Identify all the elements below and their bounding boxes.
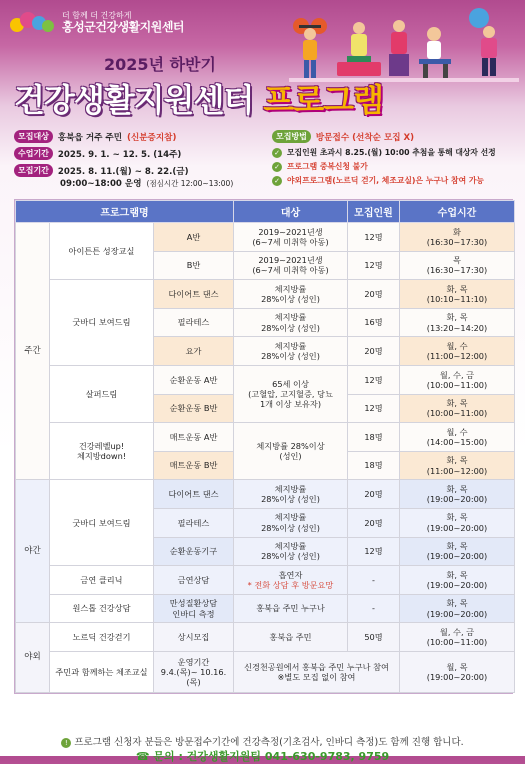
target-label: 모집대상 [14, 130, 53, 143]
row-class: 매트운동 B반 [154, 451, 234, 480]
row-group: 금연 클리닉 [50, 566, 154, 595]
row-count: - [348, 566, 400, 595]
checkmark-icon: ✓ [272, 162, 282, 172]
period-text: 2025. 9. 1. ~ 12. 5. (14주) [57, 149, 182, 160]
row-count: 12명 [348, 251, 400, 280]
row-count: 12명 [348, 365, 400, 394]
row-time: 화, 목 (19:00~20:00) [400, 508, 515, 537]
row-time: 화 (16:30~17:30) [400, 223, 515, 252]
poster-header [0, 0, 525, 150]
row-time: 월, 수 (11:00~12:00) [400, 337, 515, 366]
row-target: 2019~2021년생 (6~7세 미취학 아동) [234, 251, 348, 280]
title-main: 건강생활지원센터 [14, 81, 254, 119]
row-target-note: * 전화 상담 후 방문요망 [247, 579, 334, 590]
section-day: 주간 [16, 223, 50, 480]
period-label: 수업기간 [14, 147, 53, 160]
row-time: 화, 목 (19:00~20:00) [400, 480, 515, 509]
row-target: 65세 이상 (고혈압, 고지혈증, 당뇨 1개 이상 보유자) [234, 365, 348, 422]
method-row [272, 130, 414, 143]
recruit-label: 모집기간 [14, 164, 53, 177]
recruit-row [14, 164, 189, 177]
row-target: 체지방률 28%이상 (성인) [234, 337, 348, 366]
note-row-2 [272, 161, 368, 172]
note-3: 야외프로그램(노르딕 걷기, 체조교실)은 누구나 참여 가능 [287, 176, 484, 185]
row-group: 굿바디 보여드림 [50, 480, 154, 566]
footer-note [0, 734, 525, 748]
row-class: 상시모집 [154, 623, 234, 652]
row-target: 체지방률 28%이상 (성인) [234, 280, 348, 309]
row-class: 만성질환상담 인바디 측정 [154, 594, 234, 623]
row-class: 다이어트 댄스 [154, 480, 234, 509]
row-class: 순환운동기구 [154, 537, 234, 566]
logo-name: 홍성군건강생활지원센터 [62, 19, 185, 34]
logo-mark-icon [10, 8, 58, 38]
row-target: 체지방률 28%이상 (성인) [234, 308, 348, 337]
year-subtitle: 2025년 하반기 [104, 55, 216, 74]
note-row-1 [272, 147, 496, 158]
center-logo [10, 8, 184, 38]
row-count: 20명 [348, 508, 400, 537]
row-target: 체지방률 28%이상 (성인) [234, 480, 348, 509]
table-row [16, 223, 515, 252]
row-count: 16명 [348, 308, 400, 337]
period-row [14, 147, 181, 160]
row-target-cell [234, 566, 348, 595]
logo-slogan: 더 함께 더 건강하게 [62, 11, 132, 20]
row-class: 요가 [154, 337, 234, 366]
row-time: 월, 수 (14:00~15:00) [400, 423, 515, 452]
table-row [16, 480, 515, 509]
row-group: 살퍼드림 [50, 365, 154, 422]
table-row [16, 623, 515, 652]
table-row [16, 365, 515, 394]
row-group: 굿바디 보여드림 [50, 280, 154, 366]
note-1: 모집인원 초과시 8.25.(월) 10:00 추첨을 통해 대상자 선정 [287, 148, 496, 157]
row-group: 건강레벨up! 체지방down! [50, 423, 154, 480]
info-icon: ! [61, 738, 71, 748]
checkmark-icon: ✓ [272, 148, 282, 158]
table-row [16, 651, 515, 692]
row-target: 흡연자 [278, 569, 303, 580]
row-target: 체지방률 28%이상 (성인) [234, 508, 348, 537]
row-count: 20명 [348, 280, 400, 309]
page-title [14, 74, 514, 122]
row-group: 원스톱 건강상담 [50, 594, 154, 623]
row-count: 20명 [348, 337, 400, 366]
recruit-hours: 09:00~18:00 운영 [60, 179, 142, 189]
table-row [16, 566, 515, 595]
row-time: 화, 목 (19:00~20:00) [400, 566, 515, 595]
row-time: 화, 목 (10:10~11:10) [400, 280, 515, 309]
note-row-3 [272, 175, 484, 186]
row-time: 목 (16:30~17:30) [400, 251, 515, 280]
row-count: 12명 [348, 223, 400, 252]
section-night: 야간 [16, 480, 50, 623]
table-row [16, 280, 515, 309]
row-target: 홍북읍 주민 [234, 623, 348, 652]
row-target: 체지방률 28%이상 (성인) [234, 537, 348, 566]
row-group: 아이튼튼 성장교실 [50, 223, 154, 280]
row-class: 금연상담 [154, 566, 234, 595]
row-target: 체지방률 28%이상 (성인) [234, 423, 348, 480]
footer-note-text: 프로그램 신청자 분들은 방문접수기간에 건강측정(기초검사, 인바디 측정)도 함께 진행 합니다. [74, 737, 464, 748]
header-time: 수업시간 [400, 201, 515, 223]
row-group: 주민과 함께하는 체조교실 [50, 651, 154, 692]
row-class: 다이어트 댄스 [154, 280, 234, 309]
row-class: 매트운동 A반 [154, 423, 234, 452]
row-count: 18명 [348, 451, 400, 480]
row-class: B반 [154, 251, 234, 280]
row-time: 화, 목 (19:00~20:00) [400, 537, 515, 566]
row-target: 신경천공원에서 홍북읍 주민 누구나 참여 ※별도 모집 없이 참여 [234, 651, 400, 692]
header-program: 프로그램명 [16, 201, 234, 223]
section-outdoor: 야외 [16, 623, 50, 693]
row-class: 순환운동 A반 [154, 365, 234, 394]
row-time: 월, 수, 금 (10:00~11:00) [400, 623, 515, 652]
row-time: 화, 목 (10:00~11:00) [400, 394, 515, 423]
checkmark-icon: ✓ [272, 176, 282, 186]
row-class: 순환운동 B반 [154, 394, 234, 423]
header-count: 모집인원 [348, 201, 400, 223]
row-time: 화, 목 (11:00~12:00) [400, 451, 515, 480]
program-table [14, 199, 513, 694]
title-accent: 프로그램 [263, 81, 383, 119]
recruit-hours-row [60, 177, 233, 189]
row-time: 월, 목 (19:00~20:00) [400, 651, 515, 692]
exercising-people-illustration [289, 4, 519, 82]
row-count: - [348, 594, 400, 623]
row-group: 노르딕 건강걷기 [50, 623, 154, 652]
row-count: 20명 [348, 480, 400, 509]
target-note: (신분증지참) [127, 132, 177, 143]
target-text: 홍북읍 거주 주민 [57, 132, 123, 143]
table-row [16, 423, 515, 452]
row-count: 12명 [348, 394, 400, 423]
row-time: 화, 목 (19:00~20:00) [400, 594, 515, 623]
row-target: 2019~2021년생 (6~7세 미취학 아동) [234, 223, 348, 252]
note-2: 프로그램 중복신청 불가 [287, 162, 368, 171]
row-class: 필라테스 [154, 508, 234, 537]
row-class: A반 [154, 223, 234, 252]
row-time: 화, 목 (13:20~14:20) [400, 308, 515, 337]
target-row [14, 130, 176, 143]
method-text: 방문접수 (선착순 모집 X) [315, 132, 415, 143]
footer-contact-text: 문의 : 건강생활지원팀 041-630-9783, 9759 [153, 750, 390, 763]
recruit-hours-note: (점심시간 12:00~13:00) [146, 178, 234, 188]
table-header-row [16, 201, 515, 223]
row-time: 월, 수, 금 (10:00~11:00) [400, 365, 515, 394]
recruit-info [14, 130, 514, 198]
row-class: 운영기간 9.4.(목)~ 10.16.(목) [154, 651, 234, 692]
row-class: 필라테스 [154, 308, 234, 337]
table-row [16, 594, 515, 623]
row-target: 홍북읍 주민 누구나 [234, 594, 348, 623]
footer-contact [0, 748, 525, 764]
recruit-text: 2025. 8. 11.(월) ~ 8. 22.(금) [57, 166, 189, 177]
row-count: 12명 [348, 537, 400, 566]
header-target: 대상 [234, 201, 348, 223]
row-count: 18명 [348, 423, 400, 452]
phone-icon: ☎ [135, 750, 150, 763]
row-count: 50명 [348, 623, 400, 652]
method-label: 모집방법 [272, 130, 311, 143]
